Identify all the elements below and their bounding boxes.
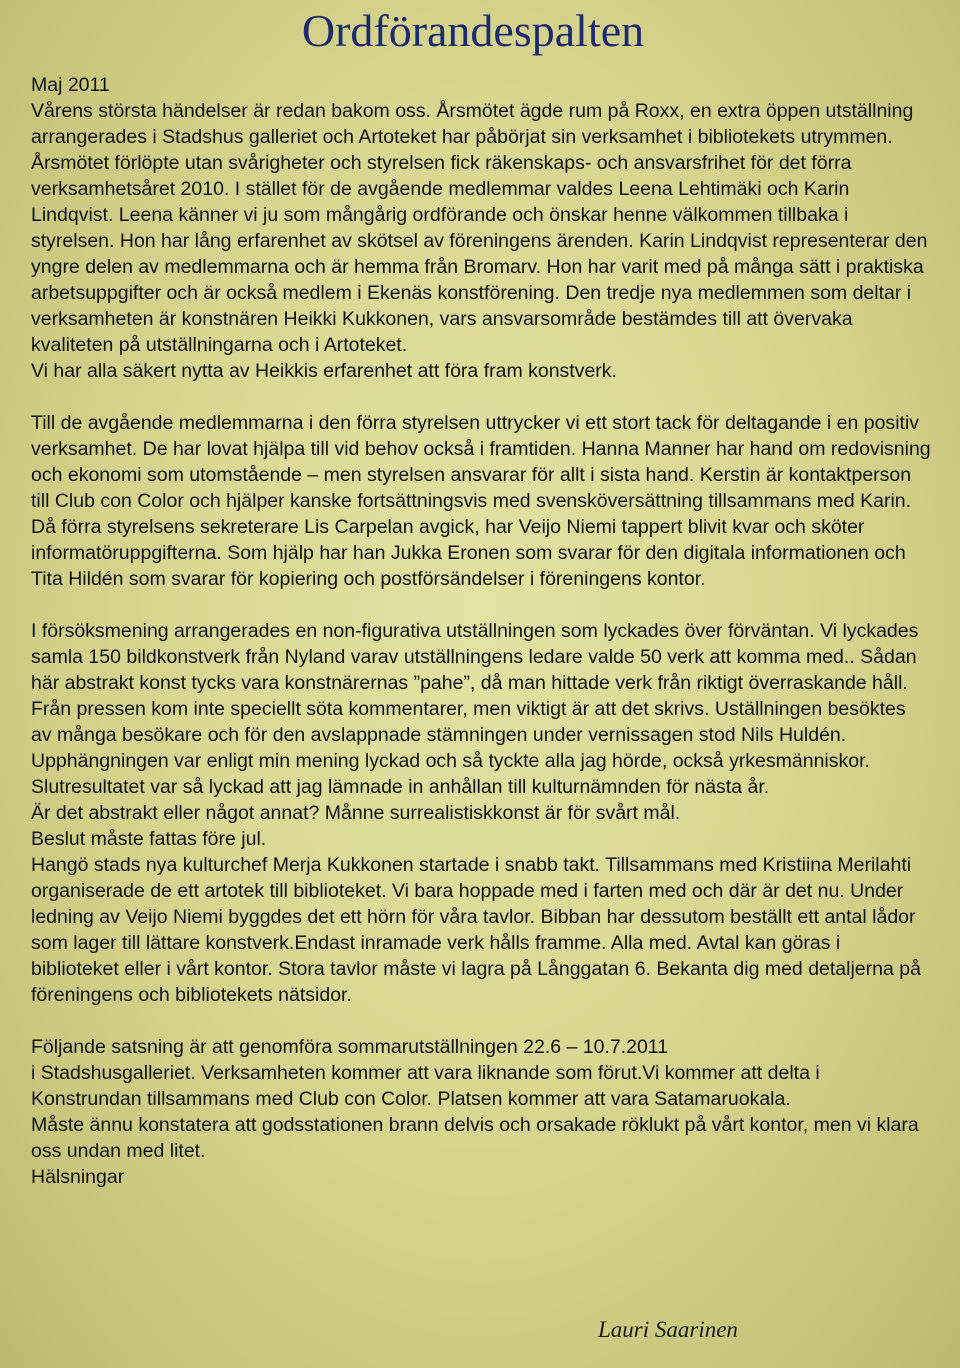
- article-body: [31, 72, 931, 1190]
- paragraph: Beslut måste fattas före jul.: [31, 828, 267, 850]
- paragraph: I försöksmening arrangerades en non-figurativa utställningen som lyckades över förväntan. Vi lyckades samla 150 bildkonstverk från Nyland varav utställningens ledare valde 50 verk att komma med.. Sådan här abstrakt konst tycks vara konstnärernas ”pahe”, då man hittade verk från riktigt överraskande håll. Från pressen kom inte speciellt söta kommentarer, men viktigt är att det skrivs. Uställningen besöktes av många besökare och för den avslappnade stämningen under vernissagen stod Nils Huldén. Upphängningen var enligt min mening lyckad och så tyckte alla jag hörde, också yrkesmänniskor.: [31, 620, 919, 772]
- paragraph: Vi har alla säkert nytta av Heikkis erfarenhet att föra fram konstverk.: [31, 360, 617, 382]
- paragraph: Följande satsning är att genomföra sommarutställningen 22.6 – 10.7.2011: [31, 1036, 669, 1058]
- paragraph: Hangö stads nya kulturchef Merja Kukkonen startade i snabb takt. Tillsammans med Kristiina Merilahti organiserade de ett artotek till biblioteket. Vi bara hoppade med i farten med och där är det nu. Under ledning av Veijo Niemi byggdes det ett hörn för våra tavlor. Bibban har dessutom beställt ett antal lådor som lager till lättare konstverk.Endast inramade verk hålls framme. Alla med. Avtal kan göras i biblioteket eller i vårt kontor. Stora tavlor måste vi lagra på Långgatan 6. Bekanta dig med detaljerna på föreningens och bibliotekets nätsidor.: [31, 854, 921, 1006]
- article-date: Maj 2011: [31, 74, 110, 96]
- page-title: Ordförandespalten: [301, 5, 645, 56]
- paragraph-gap: [31, 1008, 931, 1034]
- paragraph-gap: [31, 384, 931, 410]
- paragraph: i Stadshusgalleriet. Verksamheten kommer att vara liknande som förut.Vi kommer att delta i Konstrundan tillsammans med Club con Color. Platsen kommer att vara Satamaruokala.: [31, 1062, 820, 1110]
- paragraph: Vårens största händelser är redan bakom oss. Årsmötet ägde rum på Roxx, en extra öppen utställning arrangerades i Stadshus galleriet och Artoteket har påbörjat sin verksamhet i bibliotekets utrymmen.: [31, 100, 914, 148]
- paragraph: Är det abstrakt eller något annat? Månne surrealistiskkonst är för svårt mål.: [31, 802, 681, 824]
- paragraph: Måste ännu konstatera att godsstationen brann delvis och orsakade röklukt på vårt kontor, men vi klara oss undan med litet.: [31, 1114, 919, 1162]
- signature: Lauri Saarinen: [598, 1317, 738, 1342]
- paragraph: Till de avgående medlemmarna i den förra styrelsen uttrycker vi ett stort tack för deltagande i en positiv verksamhet. De har lovat hjälpa till vid behov också i framtiden. Hanna Manner har hand om redovisning och ekonomi som utomstående – men styrelsen ansvarar för allt i sista hand. Kerstin är kontaktperson till Club con Color och hjälper kanske fortsättningsvis med svensköversättning tillsammans med Karin. Då förra styrelsens sekreterare Lis Carpelan avgick, har Veijo Niemi tappert blivit kvar och sköter informatöruppgifterna. Som hjälp har han Jukka Eronen som svarar för den digitala informationen och Tita Hildén som svarar för kopiering och postförsändelser i föreningens kontor.: [31, 412, 931, 590]
- closing-greeting: Hälsningar: [31, 1166, 125, 1188]
- paragraph-gap: [31, 592, 931, 618]
- paragraph: Slutresultatet var så lyckad att jag lämnade in anhållan till kulturnämnden för nästa år.: [31, 776, 770, 798]
- paragraph: Årsmötet förlöpte utan svårigheter och styrelsen fick räkenskaps- och ansvarsfrihet för det förra verksamhetsåret 2010. I stället för de avgående medlemmar valdes Leena Lehtimäki och Karin Lindqvist. Leena känner vi ju som mångårig ordförande och önskar henne välkommen tillbaka i styrelsen. Hon har lång erfarenhet av skötsel av föreningens ärenden. Karin Lindqvist representerar den yngre delen av medlemmarna och är hemma från Bromarv. Hon har varit med på många sätt i praktiska arbetsuppgifter och är också medlem i Ekenäs konstförening. Den tredje nya medlemmen som deltar i verksamheten är konstnären Heikki Kukkonen, vars ansvarsområde bestämdes till att övervaka kvaliteten på utställningarna och i Artoteket.: [31, 152, 928, 356]
